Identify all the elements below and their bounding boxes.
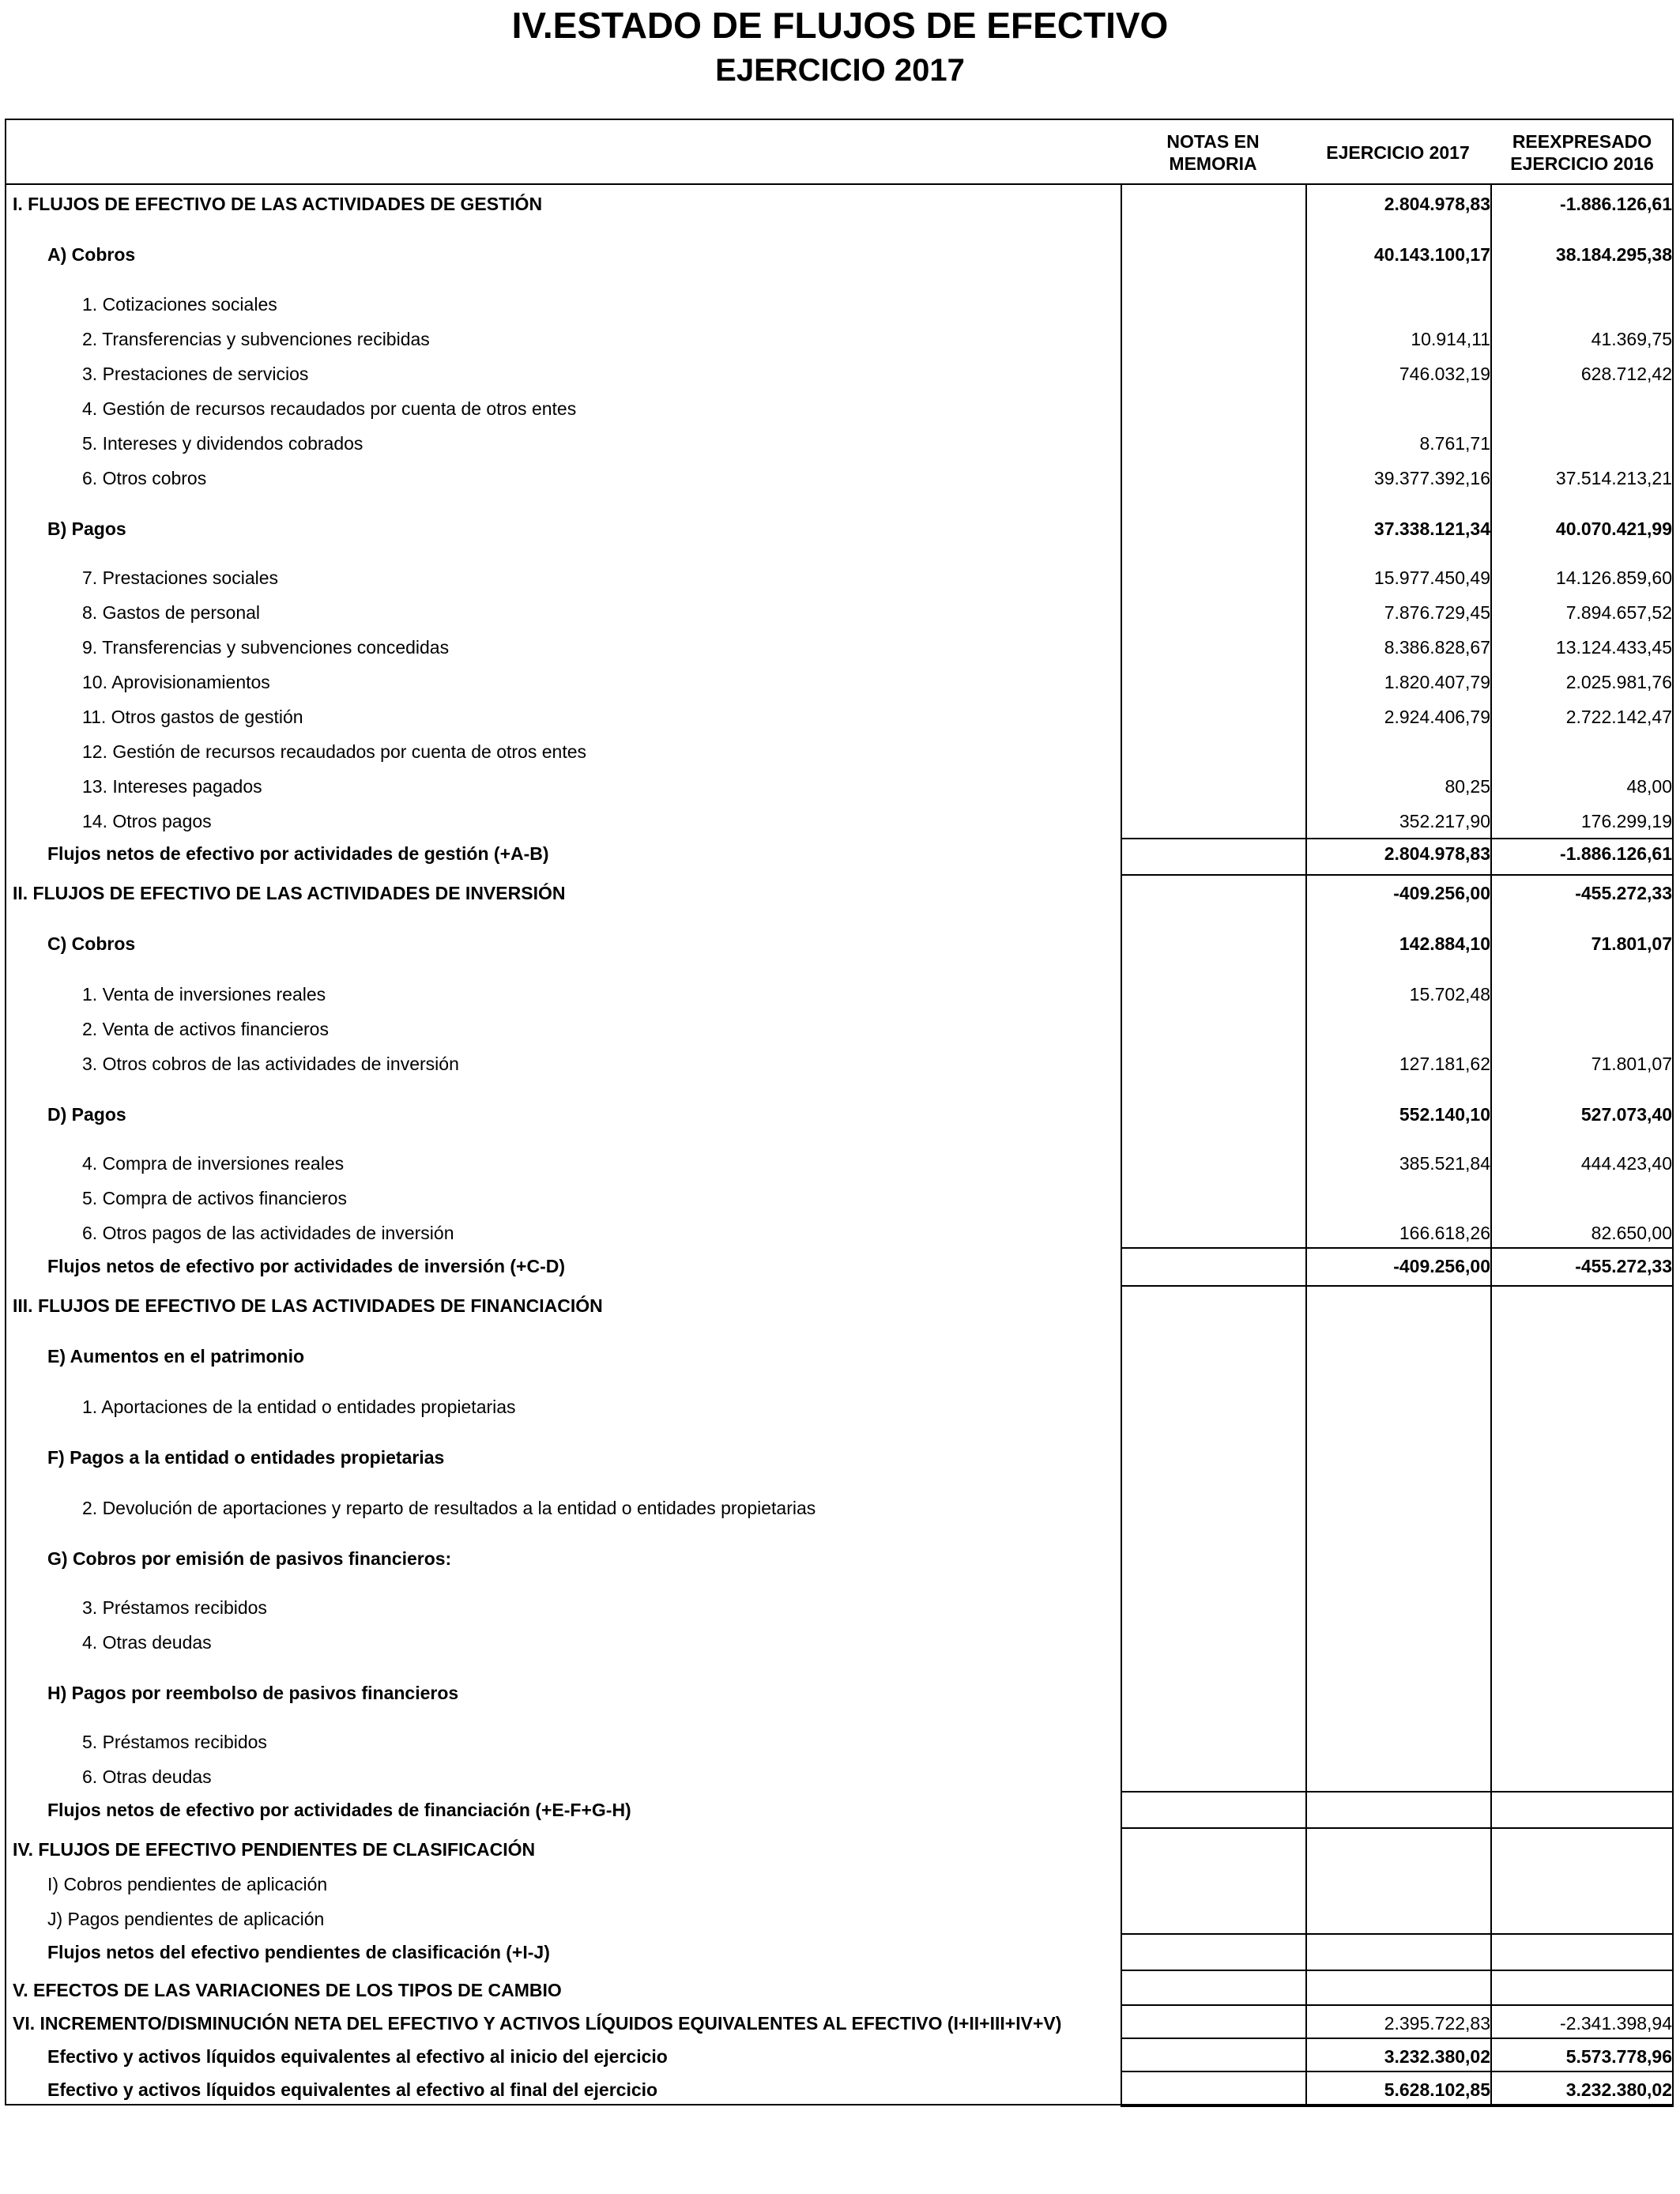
value-2017 bbox=[1310, 1759, 1490, 1794]
table-row bbox=[5, 237, 1674, 272]
header-ejercicio-2017: EJERCICIO 2017 bbox=[1326, 142, 1470, 163]
table-row bbox=[5, 2072, 1674, 2107]
value-2016 bbox=[1495, 1867, 1672, 1902]
table-row bbox=[5, 391, 1674, 426]
value-2017: 8.386.828,67 bbox=[1384, 637, 1490, 658]
row-label: 6. Otras deudas bbox=[82, 1766, 212, 1787]
value-2016 bbox=[1495, 1832, 1672, 1867]
table-row bbox=[5, 1867, 1674, 1902]
value-2016 bbox=[1495, 1725, 1672, 1759]
row-label: I. FLUJOS DE EFECTIVO DE LAS ACTIVIDADES DE GESTIÓN bbox=[13, 194, 543, 214]
row-label: 5. Compra de activos financieros bbox=[82, 1188, 347, 1208]
header-reexpresado-2016: REEXPRESADO EJERCICIO 2016 bbox=[1510, 131, 1654, 174]
row-label: Efectivo y activos líquidos equivalentes al efectivo al final del ejercicio bbox=[47, 2079, 658, 2100]
row-label: II. FLUJOS DE EFECTIVO DE LAS ACTIVIDADES DE INVERSIÓN bbox=[13, 883, 566, 903]
value-2017: 8.761,71 bbox=[1419, 433, 1490, 454]
table-row bbox=[5, 699, 1674, 734]
row-label: 1. Cotizaciones sociales bbox=[82, 294, 277, 315]
value-2016 bbox=[1495, 391, 1672, 426]
table-row bbox=[5, 1725, 1674, 1759]
value-2016: 40.070.421,99 bbox=[1555, 518, 1672, 539]
table-row bbox=[5, 1590, 1674, 1625]
row-label: 3. Prestaciones de servicios bbox=[82, 364, 309, 384]
value-2016 bbox=[1495, 1288, 1672, 1323]
value-2017 bbox=[1310, 1902, 1490, 1936]
value-2017: 166.618,26 bbox=[1399, 1223, 1490, 1243]
value-2016 bbox=[1495, 1902, 1672, 1936]
table-row bbox=[5, 356, 1674, 391]
value-2016: 37.514.213,21 bbox=[1555, 468, 1672, 488]
table-row bbox=[5, 2039, 1674, 2074]
value-2017: 127.181,62 bbox=[1399, 1054, 1490, 1074]
row-label: 2. Devolución de aportaciones y reparto de resultados a la entidad o entidades propietarias bbox=[82, 1498, 816, 1518]
table-row bbox=[5, 1288, 1674, 1323]
table-row bbox=[5, 1097, 1674, 1132]
value-2017 bbox=[1310, 1625, 1490, 1660]
row-label: 10. Aprovisionamientos bbox=[82, 672, 270, 692]
table-row bbox=[5, 876, 1674, 910]
table-row bbox=[5, 1676, 1674, 1710]
table-row bbox=[5, 665, 1674, 699]
table-row bbox=[5, 630, 1674, 665]
value-2017: 2.804.978,83 bbox=[1384, 843, 1490, 864]
row-label: III. FLUJOS DE EFECTIVO DE LAS ACTIVIDADES DE FINANCIACIÓN bbox=[13, 1295, 603, 1316]
value-2017 bbox=[1310, 734, 1490, 769]
row-label: D) Pagos bbox=[47, 1104, 126, 1125]
value-2017: 352.217,90 bbox=[1399, 811, 1490, 831]
value-2017 bbox=[1310, 1676, 1490, 1710]
value-2016: -455.272,33 bbox=[1575, 883, 1672, 903]
row-label: 3. Préstamos recibidos bbox=[82, 1597, 267, 1618]
table-row bbox=[5, 1759, 1674, 1794]
value-2017: 142.884,10 bbox=[1399, 933, 1490, 954]
row-label: 7. Prestaciones sociales bbox=[82, 567, 279, 588]
page-subtitle: EJERCICIO 2017 bbox=[715, 53, 965, 88]
value-2017 bbox=[1310, 1541, 1490, 1576]
row-label: 6. Otros pagos de las actividades de inversión bbox=[82, 1223, 454, 1243]
value-2017: 5.628.102,85 bbox=[1384, 2079, 1490, 2100]
row-label: A) Cobros bbox=[47, 244, 136, 265]
row-label: 11. Otros gastos de gestión bbox=[82, 707, 303, 727]
row-label: 5. Préstamos recibidos bbox=[82, 1732, 267, 1752]
value-2017 bbox=[1310, 1832, 1490, 1867]
value-2017: 2.395.722,83 bbox=[1384, 2013, 1490, 2034]
table-row bbox=[5, 1440, 1674, 1475]
row-label: G) Cobros por emisión de pasivos financieros: bbox=[47, 1548, 452, 1569]
value-2016 bbox=[1495, 287, 1672, 322]
value-2017: 40.143.100,17 bbox=[1373, 244, 1490, 265]
row-label: E) Aumentos en el patrimonio bbox=[47, 1346, 305, 1367]
row-label: F) Pagos a la entidad o entidades propietarias bbox=[47, 1447, 445, 1468]
value-2016: 176.299,19 bbox=[1580, 811, 1672, 831]
value-2017: 2.924.406,79 bbox=[1384, 707, 1490, 727]
header-notas: NOTAS EN MEMORIA bbox=[1166, 131, 1260, 174]
value-2017: -409.256,00 bbox=[1393, 1256, 1490, 1276]
value-2016: -1.886.126,61 bbox=[1560, 843, 1672, 864]
value-2016: 38.184.295,38 bbox=[1555, 244, 1672, 265]
value-2017 bbox=[1310, 1012, 1490, 1046]
row-label: Flujos netos del efectivo pendientes de clasificación (+I-J) bbox=[47, 1942, 550, 1962]
table-row bbox=[5, 1973, 1674, 2007]
value-2016: 41.369,75 bbox=[1591, 329, 1672, 349]
value-2017 bbox=[1310, 1590, 1490, 1625]
table-row bbox=[5, 836, 1674, 871]
table-row bbox=[5, 1625, 1674, 1660]
value-2016: 71.801,07 bbox=[1591, 933, 1672, 954]
row-label: V. EFECTOS DE LAS VARIACIONES DE LOS TIPOS DE CAMBIO bbox=[13, 1980, 562, 2000]
value-2017 bbox=[1310, 1867, 1490, 1902]
row-label: 6. Otros cobros bbox=[82, 468, 207, 488]
table-row bbox=[5, 1339, 1674, 1374]
value-2016: 82.650,00 bbox=[1591, 1223, 1672, 1243]
table-row bbox=[5, 1012, 1674, 1046]
table-row bbox=[5, 461, 1674, 496]
value-2017 bbox=[1310, 1181, 1490, 1216]
value-2017: 3.232.380,02 bbox=[1384, 2046, 1490, 2067]
value-2016 bbox=[1495, 1676, 1672, 1710]
table-row bbox=[5, 1541, 1674, 1576]
value-2016 bbox=[1495, 1973, 1672, 2007]
value-2016: 7.894.657,52 bbox=[1565, 602, 1672, 623]
value-2017 bbox=[1310, 287, 1490, 322]
value-2016: 13.124.433,45 bbox=[1555, 637, 1672, 658]
value-2017: 80,25 bbox=[1445, 776, 1490, 797]
row-label: Efectivo y activos líquidos equivalentes al efectivo al inicio del ejercicio bbox=[47, 2046, 668, 2067]
table-row bbox=[5, 287, 1674, 322]
row-label: 1. Aportaciones de la entidad o entidades propietarias bbox=[82, 1397, 516, 1417]
value-2017 bbox=[1310, 1793, 1490, 1827]
value-2016: 2.722.142,47 bbox=[1565, 707, 1672, 727]
table-row bbox=[5, 511, 1674, 546]
table-row bbox=[5, 426, 1674, 461]
value-2016 bbox=[1495, 1012, 1672, 1046]
row-label: 4. Compra de inversiones reales bbox=[82, 1153, 345, 1174]
table-row bbox=[5, 1935, 1674, 1970]
value-2016 bbox=[1495, 1440, 1672, 1475]
table-row bbox=[5, 1046, 1674, 1081]
table-row bbox=[5, 804, 1674, 839]
value-2016 bbox=[1495, 1541, 1672, 1576]
value-2017: 10.914,11 bbox=[1411, 329, 1490, 349]
value-2017: 385.521,84 bbox=[1399, 1153, 1490, 1174]
row-label: 14. Otros pagos bbox=[82, 811, 212, 831]
table-row bbox=[5, 926, 1674, 961]
value-2016: 3.232.380,02 bbox=[1565, 2079, 1672, 2100]
table-row bbox=[5, 734, 1674, 769]
table-row bbox=[5, 1216, 1674, 1250]
table-row bbox=[5, 1146, 1674, 1181]
table-row bbox=[5, 1902, 1674, 1936]
value-2017: 15.702,48 bbox=[1409, 984, 1490, 1005]
row-label: 12. Gestión de recursos recaudados por cuenta de otros entes bbox=[82, 741, 587, 762]
value-2016: 628.712,42 bbox=[1580, 364, 1672, 384]
value-2017: 2.804.978,83 bbox=[1384, 194, 1490, 214]
value-2016: 444.423,40 bbox=[1580, 1153, 1672, 1174]
table-row bbox=[5, 1249, 1674, 1284]
row-label: 8. Gastos de personal bbox=[82, 602, 261, 623]
table-row bbox=[5, 1832, 1674, 1867]
table-row bbox=[5, 977, 1674, 1012]
value-2017 bbox=[1310, 1973, 1490, 2007]
value-2016: -2.341.398,94 bbox=[1560, 2013, 1672, 2034]
table-row bbox=[5, 560, 1674, 595]
row-label: 3. Otros cobros de las actividades de inversión bbox=[82, 1054, 459, 1074]
row-label: Flujos netos de efectivo por actividades de gestión (+A-B) bbox=[47, 843, 549, 864]
table-row bbox=[5, 1181, 1674, 1216]
value-2017: 37.338.121,34 bbox=[1373, 518, 1490, 539]
row-label: C) Cobros bbox=[47, 933, 136, 954]
value-2016 bbox=[1495, 1935, 1672, 1970]
value-2016: 14.126.859,60 bbox=[1555, 567, 1672, 588]
value-2017 bbox=[1310, 1389, 1490, 1424]
row-label: 2. Transferencias y subvenciones recibidas bbox=[82, 329, 430, 349]
row-label: 1. Venta de inversiones reales bbox=[82, 984, 326, 1005]
value-2016 bbox=[1495, 977, 1672, 1012]
value-2017 bbox=[1310, 1440, 1490, 1475]
value-2017: 15.977.450,49 bbox=[1373, 567, 1490, 588]
row-label: B) Pagos bbox=[47, 518, 126, 539]
table-row bbox=[5, 2006, 1674, 2041]
table-row bbox=[5, 1389, 1674, 1424]
value-2016: 527.073,40 bbox=[1580, 1104, 1672, 1125]
row-label: I) Cobros pendientes de aplicación bbox=[47, 1874, 328, 1894]
row-label: IV. FLUJOS DE EFECTIVO PENDIENTES DE CLASIFICACIÓN bbox=[13, 1839, 536, 1860]
value-2016 bbox=[1495, 426, 1672, 461]
value-2016: 5.573.778,96 bbox=[1565, 2046, 1672, 2067]
value-2017 bbox=[1310, 1935, 1490, 1970]
value-2016 bbox=[1495, 1389, 1672, 1424]
value-2017: 552.140,10 bbox=[1399, 1104, 1490, 1125]
value-2017: -409.256,00 bbox=[1393, 883, 1490, 903]
row-label: 4. Otras deudas bbox=[82, 1632, 212, 1653]
value-2017 bbox=[1310, 1339, 1490, 1374]
table-row bbox=[5, 595, 1674, 630]
value-2016 bbox=[1495, 1590, 1672, 1625]
value-2016: 48,00 bbox=[1626, 776, 1672, 797]
value-2017 bbox=[1310, 1491, 1490, 1525]
value-2016 bbox=[1495, 734, 1672, 769]
value-2017 bbox=[1310, 1288, 1490, 1323]
value-2016: 71.801,07 bbox=[1591, 1054, 1672, 1074]
row-label: J) Pagos pendientes de aplicación bbox=[47, 1909, 325, 1929]
row-label: 9. Transferencias y subvenciones concedidas bbox=[82, 637, 450, 658]
table-row bbox=[5, 322, 1674, 356]
value-2017: 1.820.407,79 bbox=[1384, 672, 1490, 692]
table-row bbox=[5, 1491, 1674, 1525]
table-row bbox=[5, 769, 1674, 804]
value-2016 bbox=[1495, 1793, 1672, 1827]
value-2016 bbox=[1495, 1491, 1672, 1525]
value-2017 bbox=[1310, 1725, 1490, 1759]
row-label: VI. INCREMENTO/DISMINUCIÓN NETA DEL EFECTIVO Y ACTIVOS LÍQUIDOS EQUIVALENTES AL EFECTIVO (I+II+III+IV+V) bbox=[13, 2013, 1062, 2034]
row-label: 13. Intereses pagados bbox=[82, 776, 262, 797]
value-2016 bbox=[1495, 1625, 1672, 1660]
value-2016: -1.886.126,61 bbox=[1560, 194, 1672, 214]
table-row bbox=[5, 187, 1674, 221]
value-2017: 39.377.392,16 bbox=[1373, 468, 1490, 488]
value-2017 bbox=[1310, 391, 1490, 426]
row-label: 2. Venta de activos financieros bbox=[82, 1019, 329, 1039]
value-2017: 7.876.729,45 bbox=[1384, 602, 1490, 623]
value-2017: 746.032,19 bbox=[1399, 364, 1490, 384]
value-2016 bbox=[1495, 1181, 1672, 1216]
row-label: Flujos netos de efectivo por actividades de financiación (+E-F+G-H) bbox=[47, 1800, 631, 1820]
value-2016: 2.025.981,76 bbox=[1565, 672, 1672, 692]
value-2016: -455.272,33 bbox=[1575, 1256, 1672, 1276]
row-label: Flujos netos de efectivo por actividades de inversión (+C-D) bbox=[47, 1256, 566, 1276]
value-2016 bbox=[1495, 1759, 1672, 1794]
row-label: 5. Intereses y dividendos cobrados bbox=[82, 433, 363, 454]
page-title: IV.ESTADO DE FLUJOS DE EFECTIVO bbox=[511, 5, 1169, 46]
value-2016 bbox=[1495, 1339, 1672, 1374]
row-label: 4. Gestión de recursos recaudados por cuenta de otros entes bbox=[82, 398, 577, 419]
table-row bbox=[5, 1793, 1674, 1827]
row-label: H) Pagos por reembolso de pasivos financieros bbox=[47, 1683, 459, 1703]
